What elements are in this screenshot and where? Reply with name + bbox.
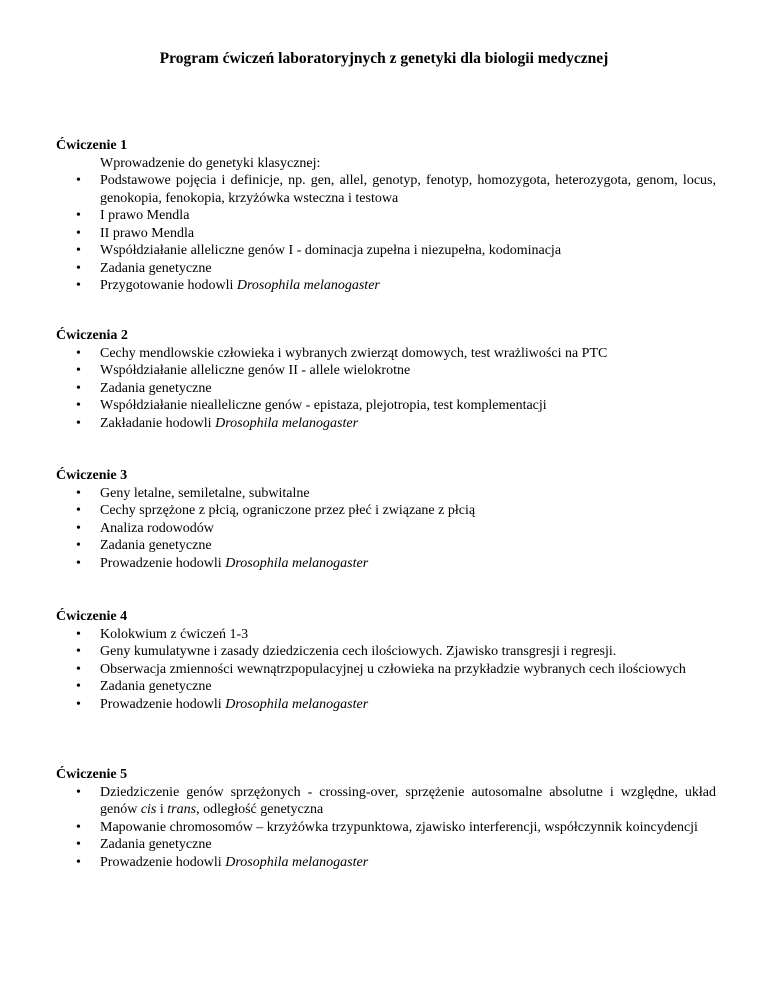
list-item: • Cechy sprzężone z płcią, ograniczone przez płeć i związane z płcią <box>56 502 716 520</box>
list-item: • Mapowanie chromosomów – krzyżówka trzypunktowa, zjawisko interferencji, współczynnik koincydencji <box>56 819 716 837</box>
bullet-list <box>56 172 716 295</box>
list-item: • II prawo Mendla <box>56 225 716 243</box>
list-item: • Zadania genetyczne <box>56 380 716 398</box>
section-heading: Ćwiczenia 2 <box>56 328 128 343</box>
bullet-list <box>56 485 716 573</box>
list-item: • Geny kumulatywne i zasady dziedziczenia cech ilościowych. Zjawisko transgresji i regresji. <box>56 643 716 661</box>
section-heading: Ćwiczenie 4 <box>56 609 128 624</box>
list-item: • Prowadzenie hodowli Drosophila melanogaster <box>56 696 716 714</box>
list-item: • Współdziałanie alleliczne genów I - dominacja zupełna i niezupełna, kodominacja <box>56 242 716 260</box>
list-item: • Współdziałanie alleliczne genów II - allele wielokrotne <box>56 362 716 380</box>
list-item: • Przygotowanie hodowli Drosophila melanogaster <box>56 277 716 295</box>
list-item: • Kolokwium z ćwiczeń 1-3 <box>56 626 716 644</box>
section-5 <box>56 766 716 871</box>
list-item: • Zakładanie hodowli Drosophila melanogaster <box>56 415 716 433</box>
section-heading: Ćwiczenie 3 <box>56 468 128 483</box>
bullet-list <box>56 345 716 433</box>
bullet-list <box>56 626 716 714</box>
list-item: • Zadania genetyczne <box>56 678 716 696</box>
list-item: • Podstawowe pojęcia i definicje, np. gen, allel, genotyp, fenotyp, homozygota, heterozygota, genom, locus, genokopia, fenokopia, krzyżówka wsteczna i testowa <box>56 172 716 207</box>
list-item: • Prowadzenie hodowli Drosophila melanogaster <box>56 555 716 573</box>
list-item: • Geny letalne, semiletalne, subwitalne <box>56 485 716 503</box>
list-item: • Zadania genetyczne <box>56 537 716 555</box>
list-item: • Analiza rodowodów <box>56 520 716 538</box>
section-heading: Ćwiczenie 5 <box>56 767 128 782</box>
section-intro: Wprowadzenie do genetyki klasycznej: <box>100 155 321 171</box>
section-2 <box>56 327 716 432</box>
page-title: Program ćwiczeń laboratoryjnych z genetyki dla biologii medycznej <box>159 50 609 67</box>
list-item: • I prawo Mendla <box>56 207 716 225</box>
list-item: • Zadania genetyczne <box>56 260 716 278</box>
section-3 <box>56 467 716 572</box>
bullet-list <box>56 784 716 872</box>
list-item: • Cechy mendlowskie człowieka i wybranych zwierząt domowych, test wrażliwości na PTC <box>56 345 716 363</box>
list-item: • Zadania genetyczne <box>56 836 716 854</box>
section-heading: Ćwiczenie 1 <box>56 138 128 153</box>
section-4 <box>56 608 716 713</box>
list-item: • Współdziałanie niealleliczne genów - epistaza, plejotropia, test komplementacji <box>56 397 716 415</box>
list-item: • Dziedziczenie genów sprzężonych - crossing-over, sprzężenie autosomalne absolutne i względne, układ genów cis i trans, odległość genetyczna <box>56 784 716 819</box>
list-item: • Obserwacja zmienności wewnątrzpopulacyjnej u człowieka na przykładzie wybranych cech ilościowych <box>56 661 716 679</box>
section-1 <box>56 137 716 295</box>
list-item: • Prowadzenie hodowli Drosophila melanogaster <box>56 854 716 872</box>
